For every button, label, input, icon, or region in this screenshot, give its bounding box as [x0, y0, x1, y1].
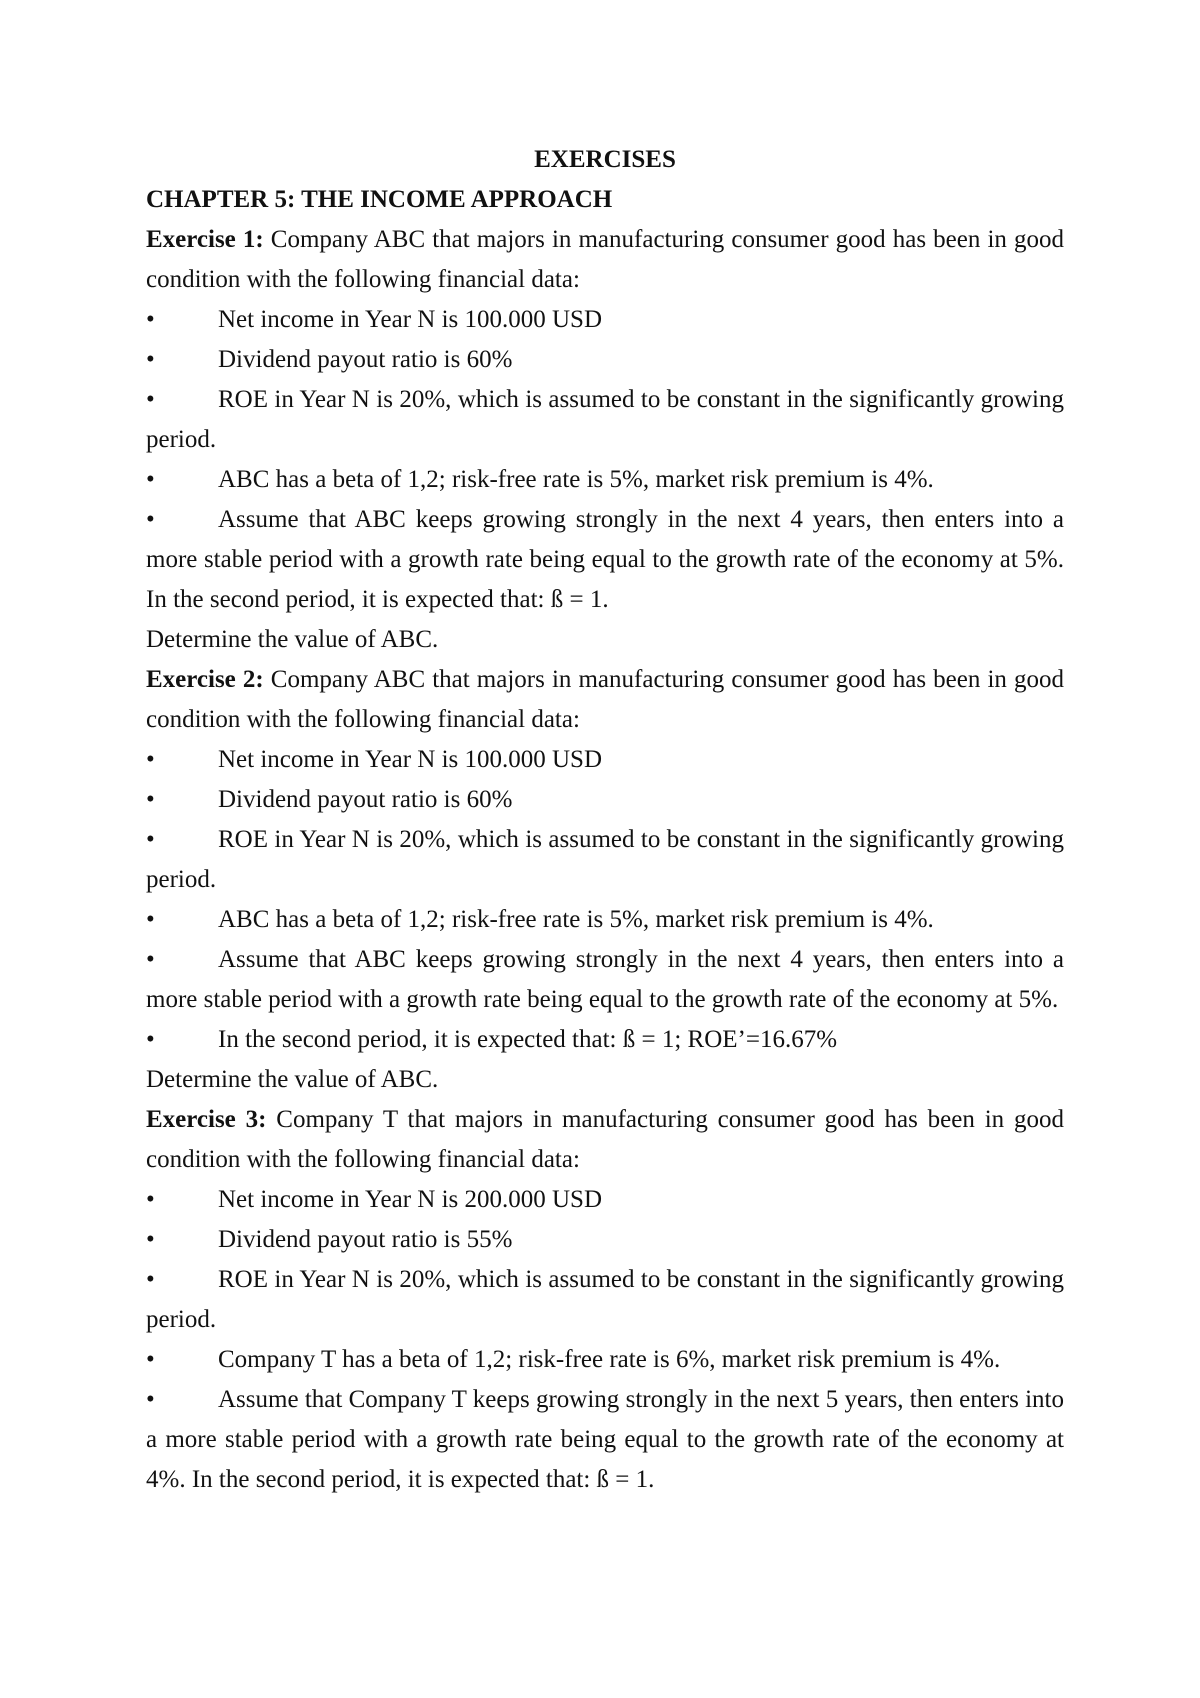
list-item — [146, 1020, 1064, 1060]
bullet-icon: • — [146, 1026, 155, 1053]
exercise-3-intro — [146, 1100, 1064, 1180]
list-item-text: Company T has a beta of 1,2; risk-free rate is 6%, market risk premium is 4%. — [218, 1346, 1001, 1373]
list-item-text: Dividend payout ratio is 60% — [218, 786, 513, 813]
list-item-text: Assume that ABC keeps growing strongly in the next 4 years, then enters into a more stable period with a growth rate being equal to the growth rate of the economy at 5%. In the second period, it is expected that: ß = 1. — [146, 506, 1064, 613]
exercise-1-question: Determine the value of ABC. — [146, 626, 439, 653]
list-item — [146, 1380, 1064, 1500]
bullet-icon: • — [146, 306, 155, 333]
list-item-text: ROE in Year N is 20%, which is assumed to be constant in the significantly growing period. — [146, 386, 1064, 453]
list-item — [146, 380, 1064, 460]
list-item — [146, 740, 1064, 780]
bullet-icon: • — [146, 466, 155, 493]
list-item — [146, 500, 1064, 620]
list-item-text: Dividend payout ratio is 60% — [218, 346, 513, 373]
list-item-text: Assume that Company T keeps growing strongly in the next 5 years, then enters into a more stable period with a growth rate being equal to the growth rate of the economy at 4%. In the second period, it is expected that: ß = 1. — [146, 1386, 1064, 1493]
bullet-icon: • — [146, 906, 155, 933]
list-item-text: Assume that ABC keeps growing strongly in the next 4 years, then enters into a more stable period with a growth rate being equal to the growth rate of the economy at 5%. — [146, 946, 1064, 1013]
list-item-text: Net income in Year N is 100.000 USD — [218, 306, 603, 333]
bullet-icon: • — [146, 386, 155, 413]
list-item — [146, 820, 1064, 900]
exercise-2-intro — [146, 660, 1064, 740]
list-item — [146, 460, 1064, 500]
list-item-text: ROE in Year N is 20%, which is assumed to be constant in the significantly growing period. — [146, 1266, 1064, 1333]
bullet-icon: • — [146, 946, 155, 973]
bullet-icon: • — [146, 1346, 155, 1373]
exercise-intro-text: Company T that majors in manufacturing consumer good has been in good condition with the following financial data: — [146, 1106, 1064, 1173]
chapter-heading: CHAPTER 5: THE INCOME APPROACH — [146, 186, 613, 213]
list-item-text: Net income in Year N is 200.000 USD — [218, 1186, 603, 1213]
list-item-text: ROE in Year N is 20%, which is assumed to be constant in the significantly growing period. — [146, 826, 1064, 893]
list-item-text: ABC has a beta of 1,2; risk-free rate is 5%, market risk premium is 4%. — [218, 466, 934, 493]
list-item — [146, 940, 1064, 1020]
page-title: EXERCISES — [534, 146, 676, 173]
bullet-icon: • — [146, 826, 155, 853]
list-item-text: Net income in Year N is 100.000 USD — [218, 746, 603, 773]
bullet-icon: • — [146, 1226, 155, 1253]
exercise-1-intro — [146, 220, 1064, 300]
list-item — [146, 1340, 1064, 1380]
list-item-text: In the second period, it is expected that: ß = 1; ROE’=16.67% — [218, 1026, 838, 1053]
document-body — [146, 140, 1064, 1500]
list-item — [146, 1180, 1064, 1220]
exercise-2-question: Determine the value of ABC. — [146, 1066, 439, 1093]
bullet-icon: • — [146, 506, 155, 533]
exercise-label: Exercise 3: — [146, 1106, 267, 1133]
bullet-icon: • — [146, 1186, 155, 1213]
exercise-label: Exercise 1: — [146, 226, 264, 253]
bullet-icon: • — [146, 786, 155, 813]
exercise-intro-text: Company ABC that majors in manufacturing consumer good has been in good condition with the following financial data: — [146, 666, 1064, 733]
exercise-label: Exercise 2: — [146, 666, 264, 693]
exercise-intro-text: Company ABC that majors in manufacturing consumer good has been in good condition with the following financial data: — [146, 226, 1064, 293]
list-item — [146, 1260, 1064, 1340]
list-item — [146, 900, 1064, 940]
bullet-icon: • — [146, 746, 155, 773]
list-item — [146, 1220, 1064, 1260]
bullet-icon: • — [146, 346, 155, 373]
list-item-text: Dividend payout ratio is 55% — [218, 1226, 513, 1253]
list-item-text: ABC has a beta of 1,2; risk-free rate is 5%, market risk premium is 4%. — [218, 906, 934, 933]
bullet-icon: • — [146, 1266, 155, 1293]
list-item — [146, 340, 1064, 380]
list-item — [146, 300, 1064, 340]
list-item — [146, 780, 1064, 820]
bullet-icon: • — [146, 1386, 155, 1413]
